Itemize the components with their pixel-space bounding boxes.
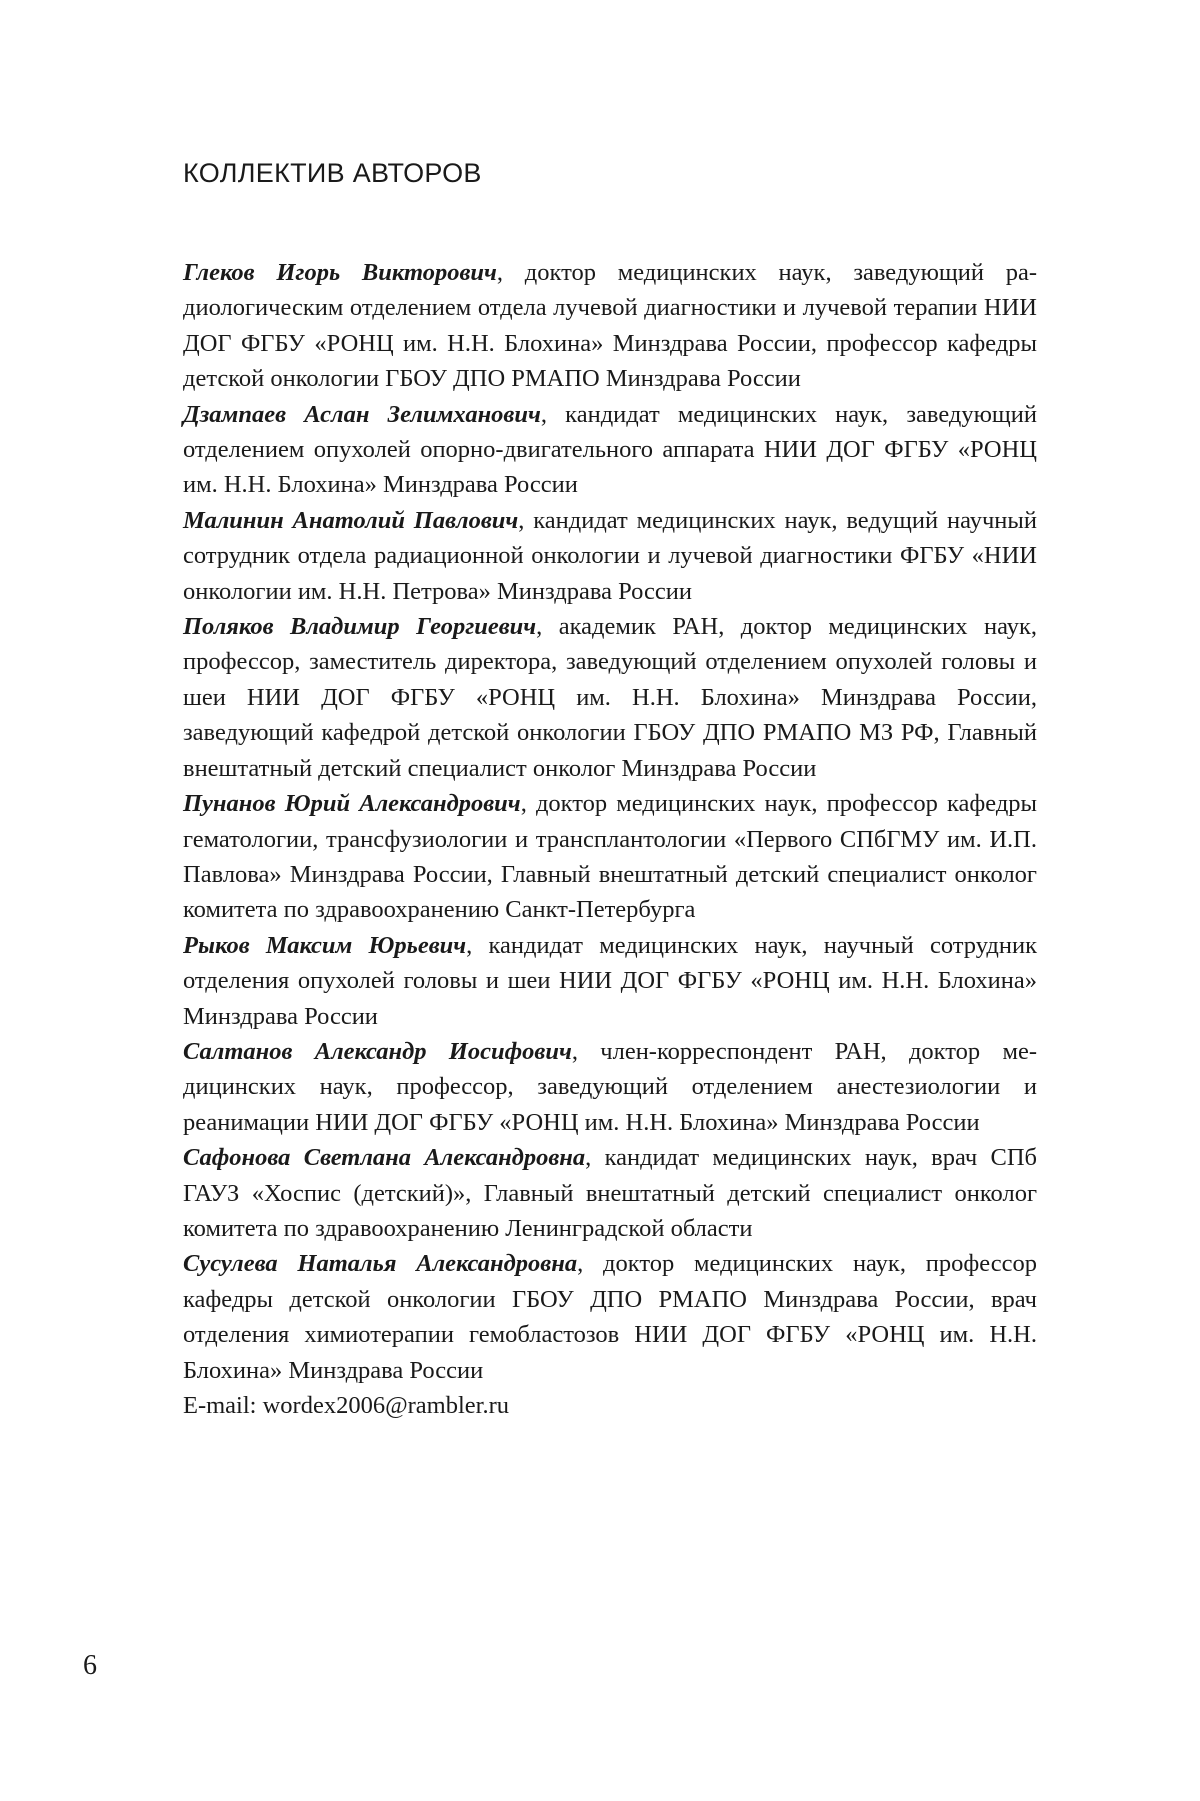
author-description: , кандидат медицинских наук, научный сотрудник отделения опухолей головы и шеи НИИ ДОГ ФГБУ «РОНЦ им. Н.Н. Блохина» Минздрава России — [183, 931, 1037, 1030]
author-entry — [183, 786, 1037, 928]
author-name: Салтанов Александр Иосифович — [183, 1037, 572, 1065]
author-name: Малинин Анатолий Павлович — [183, 506, 519, 534]
author-entry — [183, 503, 1037, 609]
author-name: Сафонова Светлана Александровна — [183, 1144, 586, 1172]
author-description: , член-корреспондент РАН, доктор медицинских наук, профессор, заведующий отделением анестезиологии и реанимации НИИ ДОГ ФГБУ «РОНЦ им. Н.Н. Блохина» Минздрава России — [183, 1037, 1037, 1136]
author-description: , кандидат медицинских наук, ведущий научный сотрудник отдела радиационной онкологии и лучевой диагностики ФГБУ «НИИ онкологии им. Н.Н. Петрова» Минздрава России — [183, 506, 1037, 605]
author-name: Сусулева Наталья Александровна — [183, 1250, 578, 1278]
author-name: Дзампаев Аслан Зелимханович — [183, 400, 541, 428]
author-entry — [183, 255, 1037, 397]
page-title: КОЛЛЕКТИВ АВТОРОВ — [183, 158, 482, 188]
author-description: , доктор медицинских наук, заведующий радиологическим отделением отдела лучевой диагностики и лучевой терапии НИИ ДОГ ФГБУ «РОНЦ им. Н.Н. Блохина» Минздрава России, профессор кафедры детской онкологии ГБОУ ДПО РМАПО Минздрава России — [183, 259, 1038, 393]
author-name: Глеков Игорь Викторович — [183, 259, 497, 286]
author-entry — [183, 1140, 1037, 1246]
author-description: , кандидат медицинских наук, заведующий отделением опухолей опорно-двигательного аппарата НИИ ДОГ ФГБУ «РОНЦ им. Н.Н. Блохина» Минздрава России — [183, 400, 1038, 499]
author-description: , кандидат медицинских наук, врач СПб ГАУЗ «Хоспис (детский)», Главный внештатный детский специалист онколог комитета по здравоохранению Ленинградской области — [183, 1144, 1037, 1242]
contact-email: E-mail: wordex2006@rambler.ru — [183, 1392, 510, 1419]
author-list — [183, 255, 1037, 1423]
author-description: , доктор медицинских наук, профессор кафедры детской онкологии ГБОУ ДПО РМАПО Минздрава России, врач отделения химиотерапии гемобластозов НИИ ДОГ ФГБУ «РОНЦ им. Н.Н. Блохина» Минздрава России — [183, 1250, 1037, 1384]
author-description: , доктор медицинских наук, профессор кафедры гематологии, трансфузиологии и трансплантологии «Первого СПбГМУ им. И.П. Павлова» Минздрава России, Главный внештатный детский специалист онколог комитета по здравоохранению Санкт-Петербурга — [183, 790, 1038, 924]
author-name: Поляков Владимир Георгиевич — [183, 613, 537, 641]
author-entry — [183, 397, 1037, 503]
author-entry — [183, 1034, 1037, 1140]
author-entry — [183, 1246, 1037, 1388]
page-number: 6 — [83, 1650, 97, 1681]
author-description: , академик РАН, доктор медицинских наук, профессор, заместитель директора, заведующий отделением опухолей головы и шеи НИИ ДОГ ФГБУ «РОНЦ им. Н.Н. Блохина» Минздрава России, заведующий кафедрой детской онкологии ГБОУ ДПО РМАПО МЗ РФ, Главный внештатный детский специалист онколог Минздрава России — [183, 613, 1037, 782]
author-name: Рыков Максим Юрьевич — [183, 931, 467, 959]
author-name: Пунанов Юрий Александрович — [183, 790, 521, 818]
author-entry — [183, 928, 1037, 1034]
author-entry — [183, 609, 1037, 786]
